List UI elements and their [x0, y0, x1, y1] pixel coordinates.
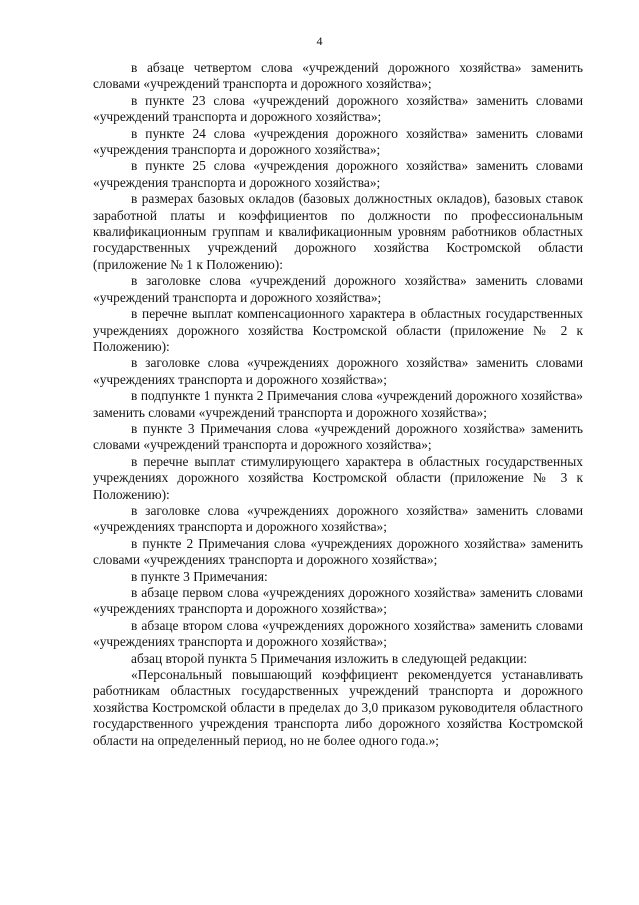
quoted-paragraph: «Персональный повышающий коэффициент рекомендуется устанавливать работникам областных государственных учреждений транспорта и дорожного хозяйства Костромской области в пределах до 3,0 приказом руководителя областного государственного учреждения транспорта либо дорожного хозяйства Костромской области на определенный период, но не более одного года.»;: [93, 667, 583, 748]
paragraph: в абзаце четвертом слова «учреждений дорожного хозяйства» заменить словами «учреждений транспорта и дорожного хозяйства»;: [93, 60, 583, 92]
paragraph: в пункте 3 Примечания:: [131, 568, 268, 584]
paragraph: в заголовке слова «учреждениях дорожного хозяйства» заменить словами «учреждениях транспорта и дорожного хозяйства»;: [93, 355, 583, 387]
paragraph: в заголовке слова «учреждениях дорожного хозяйства» заменить словами «учреждениях транспорта и дорожного хозяйства»;: [93, 502, 583, 535]
paragraph: в пункте 3 Примечания слова «учреждений дорожного хозяйства» заменить словами «учреждений транспорта и дорожного хозяйства»;: [93, 420, 583, 453]
paragraph: в размерах базовых окладов (базовых должностных окладов), базовых ставок заработной платы и коэффициентов по должности по профессиональным квалификационным группам и квалификационным уровням работников областных государственных учреждений дорожного хозяйства Костромской области (приложение № 1 к Положению):: [93, 191, 583, 272]
paragraph: в пункте 2 Примечания слова «учреждениях дорожного хозяйства» заменить словами «учреждениях транспорта и дорожного хозяйства»;: [93, 535, 583, 568]
paragraph: в заголовке слова «учреждений дорожного хозяйства» заменить словами «учреждений транспорта и дорожного хозяйства»;: [93, 273, 583, 305]
paragraph: в пункте 25 слова «учреждения дорожного хозяйства» заменить словами «учреждения транспорта и дорожного хозяйства»;: [93, 158, 583, 190]
paragraph: в абзаце первом слова «учреждениях дорожного хозяйства» заменить словами «учреждениях транспорта и дорожного хозяйства»;: [93, 585, 583, 617]
paragraph: абзац второй пункта 5 Примечания изложить в следующей редакции:: [131, 650, 528, 666]
paragraph: в перечне выплат стимулирующего характера в областных государственных учреждениях дорожного хозяйства Костромской области (приложение № 3 к Положению):: [93, 453, 583, 502]
paragraph: в абзаце втором слова «учреждениях дорожного хозяйства» заменить словами «учреждениях транспорта и дорожного хозяйства»;: [93, 617, 583, 650]
paragraph: в пункте 23 слова «учреждений дорожного хозяйства» заменить словами «учреждений транспорта и дорожного хозяйства»;: [93, 92, 583, 125]
page-number: 4: [316, 34, 323, 48]
paragraph: в подпункте 1 пункта 2 Примечания слова «учреждений дорожного хозяйства» заменить словами «учреждений транспорта и дорожного хозяйства»;: [93, 388, 583, 420]
document-body: [93, 60, 583, 749]
paragraph: в перечне выплат компенсационного характера в областных государственных учреждениях дорожного хозяйства Костромской области (приложение № 2 к Положению):: [93, 306, 583, 354]
paragraph: в пункте 24 слова «учреждения дорожного хозяйства» заменить словами «учреждения транспорта и дорожного хозяйства»;: [93, 125, 583, 158]
